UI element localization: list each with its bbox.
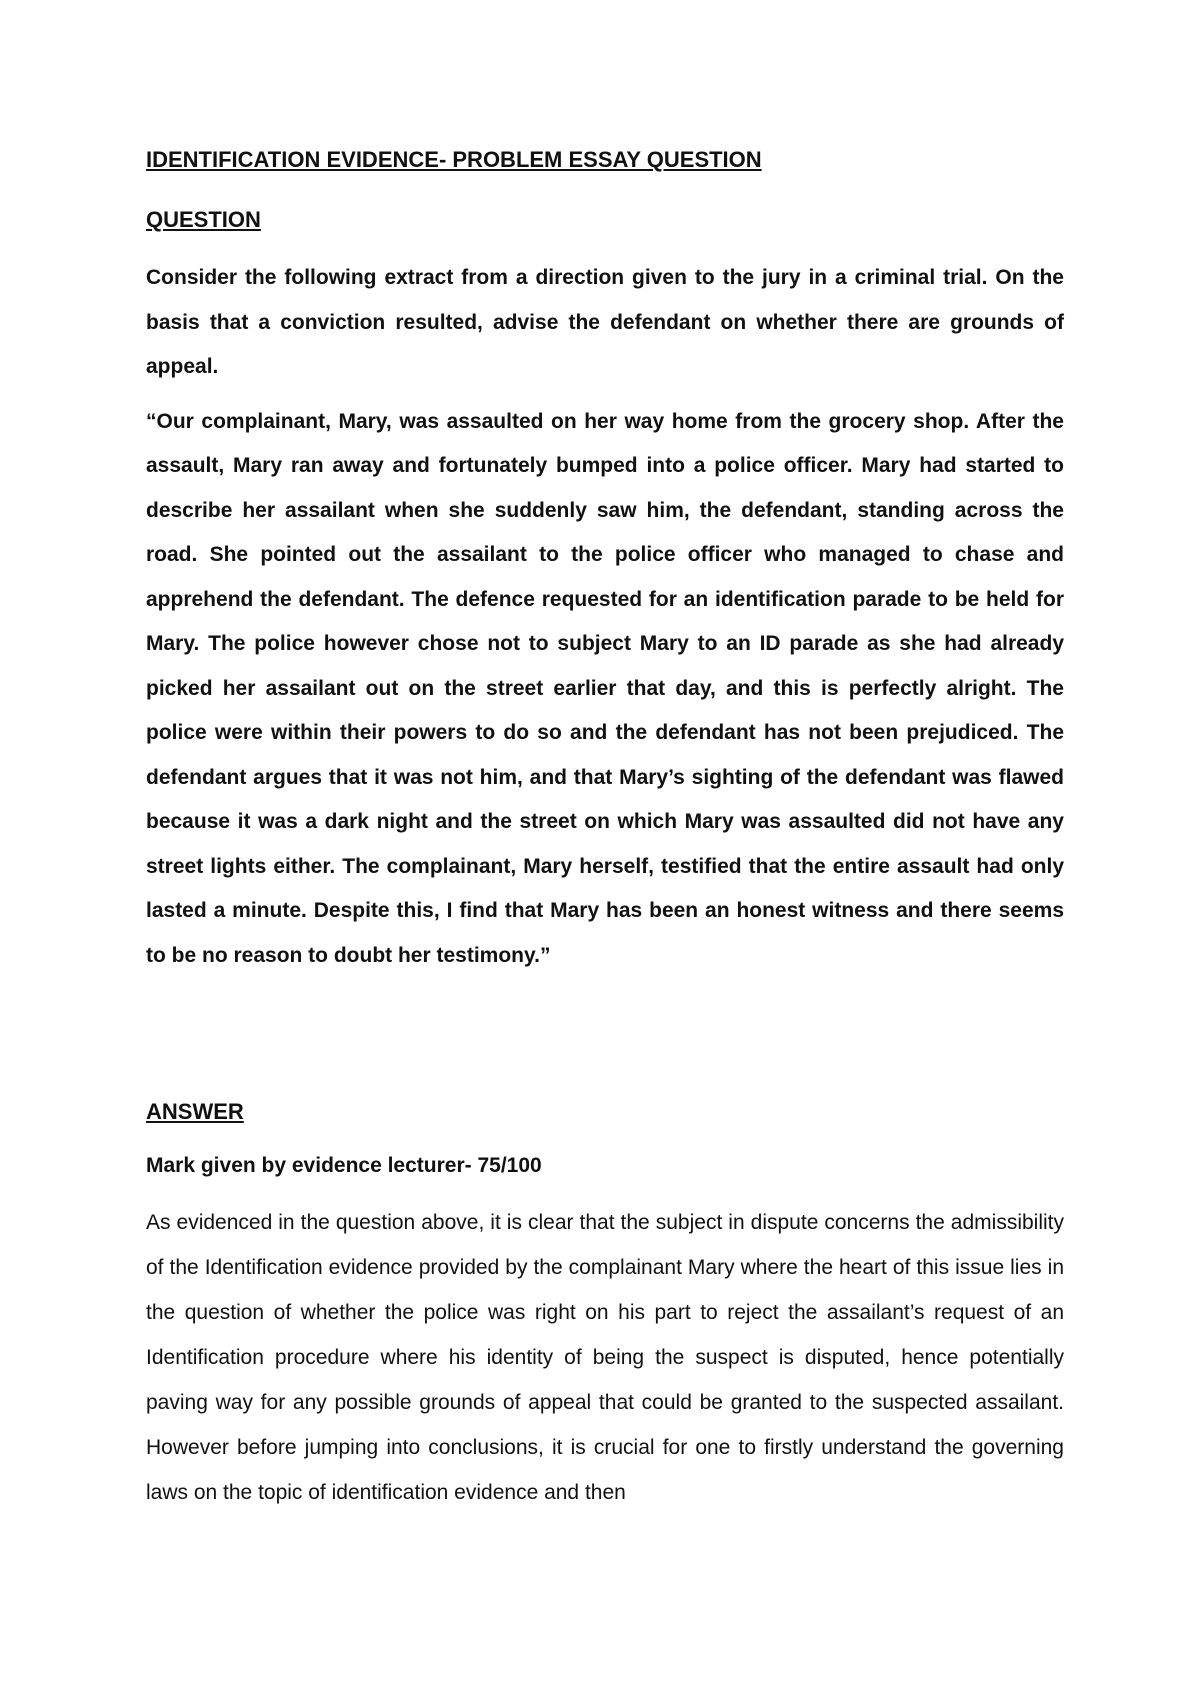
answer-heading: ANSWER (146, 1099, 244, 1124)
document-title: IDENTIFICATION EVIDENCE- PROBLEM ESSAY QUESTION (146, 147, 762, 172)
mark-line: Mark given by evidence lecturer- 75/100 (146, 1154, 542, 1177)
question-instruction: Consider the following extract from a direction given to the jury in a criminal trial. On the basis that a conviction resulted, advise the defendant on whether there are grounds of appeal. (146, 266, 1064, 378)
document-body (146, 144, 1064, 1515)
question-heading: QUESTION (146, 207, 261, 232)
question-extract: “Our complainant, Mary, was assaulted on her way home from the grocery shop. After the assault, Mary ran away and fortunately bumped into a police officer. Mary had started to describe her assailant when she suddenly saw him, the defendant, standing across the road. She pointed out the assailant to the police officer who managed to chase and apprehend the defendant. The defence requested for an identification parade to be held for Mary. The police however chose not to subject Mary to an ID parade as she had already picked her assailant out on the street earlier that day, and this is perfectly alright. The police were within their powers to do so and the defendant has not been prejudiced. The defendant argues that it was not him, and that Mary’s sighting of the defendant was flawed because it was a dark night and the street on which Mary was assaulted did not have any street lights either. The complainant, Mary herself, testified that the entire assault had only lasted a minute. Despite this, I find that Mary has been an honest witness and there seems to be no reason to doubt her testimony.” (146, 409, 1064, 967)
answer-paragraph: As evidenced in the question above, it is clear that the subject in dispute concerns the admissibility of the Identification evidence provided by the complainant Mary where the heart of this issue lies in the question of whether the police was right on his part to reject the assailant’s request of an Identification procedure where his identity of being the suspect is disputed, hence potentially paving way for any possible grounds of appeal that could be granted to the suspected assailant. However before jumping into conclusions, it is crucial for one to firstly understand the governing laws on the topic of identification evidence and then (146, 1211, 1064, 1504)
